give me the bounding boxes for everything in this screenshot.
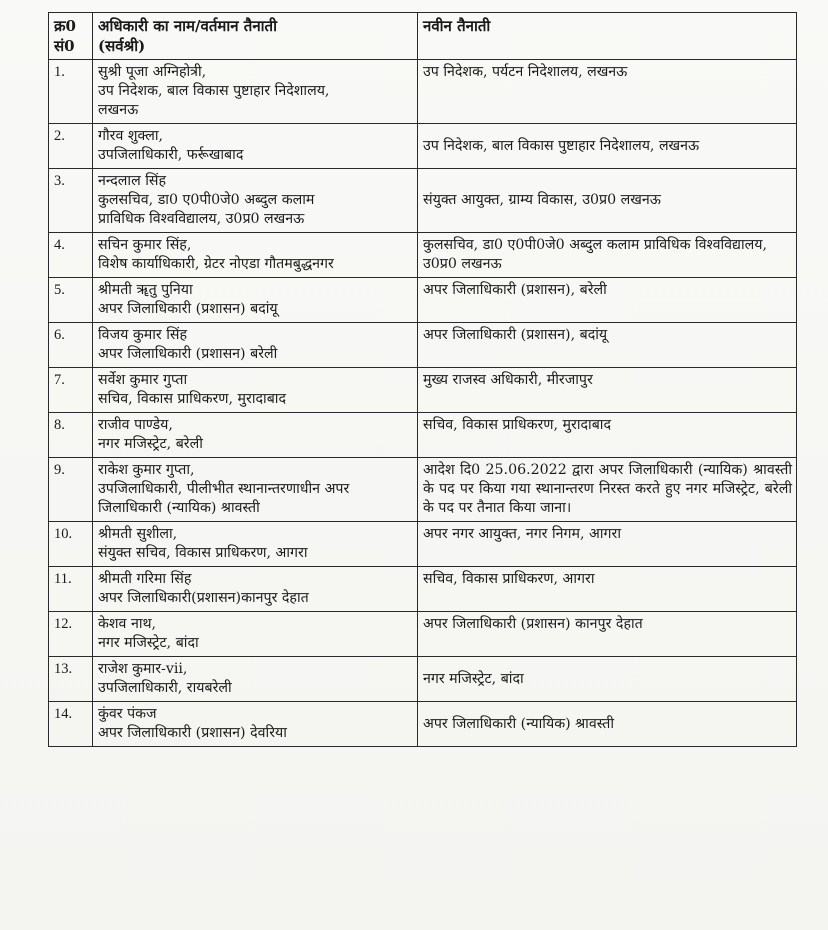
officer-line: कुलसचिव, डा0 ए0पी0जे0 अब्दुल कलाम	[98, 192, 315, 208]
officer-header-line-1: अधिकारी का नाम/वर्तमान तैनाती	[98, 17, 277, 35]
table-row	[49, 60, 797, 124]
new-posting-cell: उप निदेशक, बाल विकास पुष्टाहार निदेशालय, लखनऊ	[418, 124, 797, 169]
table-row	[49, 124, 797, 169]
officer-line: नन्दलाल सिंह	[98, 173, 167, 189]
officer-line: राजीव पाण्डेय,	[98, 417, 173, 433]
new-posting-cell: मुख्य राजस्व अधिकारी, मीरजापुर	[418, 368, 797, 413]
serial-number-cell: 14.	[49, 702, 93, 747]
new-posting-cell: अपर जिलाधिकारी (प्रशासन) कानपुर देहात	[418, 612, 797, 657]
new-posting-header: नवीन तैनाती	[418, 13, 797, 60]
officer-line: सचिव, विकास प्राधिकरण, मुरादाबाद	[98, 391, 287, 407]
officer-cell	[93, 278, 418, 323]
officer-line: अपर जिलाधिकारी (प्रशासन) देवरिया	[98, 725, 287, 741]
table-row	[49, 702, 797, 747]
officer-line: राकेश कुमार गुप्ता,	[98, 462, 195, 478]
serial-number-cell: 9.	[49, 458, 93, 522]
officer-line: संयुक्त सचिव, विकास प्राधिकरण, आगरा	[98, 545, 308, 561]
new-posting-cell: आदेश दि0 25.06.2022 द्वारा अपर जिलाधिकारी (न्यायिक) श्रावस्ती के पद पर किया गया स्थानान्तरण निरस्त करते हुए नगर मजिस्ट्रेट, बरेली के पद पर तैनात किया जाना।	[418, 458, 797, 522]
table-row	[49, 522, 797, 567]
serial-number-cell: 1.	[49, 60, 93, 124]
serial-number-cell: 8.	[49, 413, 93, 458]
officer-line: श्रीमती गरिमा सिंह	[98, 571, 192, 587]
officer-line: राजेश कुमार-vii,	[98, 661, 188, 677]
officer-name-header	[93, 13, 418, 60]
officer-cell	[93, 60, 418, 124]
officer-line: नगर मजिस्ट्रेट, बांदा	[98, 635, 199, 651]
serial-number-cell: 3.	[49, 169, 93, 233]
serial-number-cell: 4.	[49, 233, 93, 278]
serial-number-cell: 2.	[49, 124, 93, 169]
table-row	[49, 323, 797, 368]
new-posting-cell: कुलसचिव, डा0 ए0पी0जे0 अब्दुल कलाम प्राविधिक विश्वविद्यालय, उ0प्र0 लखनऊ	[418, 233, 797, 278]
table-body	[49, 60, 797, 747]
new-posting-cell: अपर जिलाधिकारी (प्रशासन), बदांयू	[418, 323, 797, 368]
serial-number-cell: 11.	[49, 567, 93, 612]
officer-line: उपजिलाधिकारी, फर्रूखाबाद	[98, 147, 244, 163]
officer-line: गौरव शुक्ला,	[98, 128, 164, 144]
new-posting-cell: अपर जिलाधिकारी (प्रशासन), बरेली	[418, 278, 797, 323]
new-posting-cell: सचिव, विकास प्राधिकरण, मुरादाबाद	[418, 413, 797, 458]
serial-number-cell: 12.	[49, 612, 93, 657]
officer-cell	[93, 657, 418, 702]
new-posting-cell: संयुक्त आयुक्त, ग्राम्य विकास, उ0प्र0 लखनऊ	[418, 169, 797, 233]
serial-number-cell: 6.	[49, 323, 93, 368]
table-row	[49, 169, 797, 233]
table-row	[49, 233, 797, 278]
officer-line: उपजिलाधिकारी, रायबरेली	[98, 680, 232, 696]
officer-line: उप निदेशक, बाल विकास पुष्टाहार निदेशालय,	[98, 83, 330, 99]
officer-cell	[93, 567, 418, 612]
officer-cell	[93, 702, 418, 747]
officer-cell	[93, 233, 418, 278]
serial-number-cell: 5.	[49, 278, 93, 323]
serial-header-line-2: सं0	[54, 37, 75, 55]
table-row	[49, 368, 797, 413]
officer-cell	[93, 323, 418, 368]
officer-line: सर्वेश कुमार गुप्ता	[98, 372, 188, 388]
new-posting-cell: अपर नगर आयुक्त, नगर निगम, आगरा	[418, 522, 797, 567]
officer-line: प्राविधिक विश्वविद्यालय, उ0प्र0 लखनऊ	[98, 211, 305, 227]
table-row	[49, 278, 797, 323]
table-row	[49, 657, 797, 702]
officer-line: अपर जिलाधिकारी (प्रशासन) बदांयू	[98, 301, 278, 317]
table-row	[49, 458, 797, 522]
table-row	[49, 567, 797, 612]
officer-cell	[93, 413, 418, 458]
officer-cell	[93, 612, 418, 657]
serial-header-line-1: क्र0	[54, 17, 76, 35]
officer-header-line-2: (सर्वश्री)	[98, 37, 146, 55]
officer-line: श्रीमती ॠतु पुनिया	[98, 282, 193, 298]
officer-line: अपर जिलाधिकारी(प्रशासन)कानपुर देहात	[98, 590, 309, 606]
officer-line: अपर जिलाधिकारी (प्रशासन) बरेली	[98, 346, 278, 362]
officer-cell	[93, 522, 418, 567]
table-row	[49, 612, 797, 657]
new-posting-cell: उप निदेशक, पर्यटन निदेशालय, लखनऊ	[418, 60, 797, 124]
serial-number-cell: 10.	[49, 522, 93, 567]
officer-line: सुश्री पूजा अग्निहोत्री,	[98, 64, 207, 80]
officer-cell	[93, 458, 418, 522]
officer-cell	[93, 169, 418, 233]
new-posting-cell: नगर मजिस्ट्रेट, बांदा	[418, 657, 797, 702]
officer-line: उपजिलाधिकारी, पीलीभीत स्थानान्तरणाधीन अपर	[98, 481, 350, 497]
officer-line: नगर मजिस्ट्रेट, बरेली	[98, 436, 203, 452]
new-posting-cell: सचिव, विकास प्राधिकरण, आगरा	[418, 567, 797, 612]
serial-number-header	[49, 13, 93, 60]
officer-line: जिलाधिकारी (न्यायिक) श्रावस्ती	[98, 500, 260, 516]
officer-line: लखनऊ	[98, 102, 139, 118]
officer-line: केशव नाथ,	[98, 616, 157, 632]
table-row	[49, 413, 797, 458]
serial-number-cell: 7.	[49, 368, 93, 413]
officer-cell	[93, 368, 418, 413]
serial-number-cell: 13.	[49, 657, 93, 702]
table-header-row	[49, 13, 797, 60]
transfer-order-table	[48, 12, 797, 747]
officer-line: श्रीमती सुशीला,	[98, 526, 178, 542]
officer-line: कुंवर पंकज	[98, 706, 157, 722]
officer-line: विशेष कार्याधिकारी, ग्रेटर नोएडा गौतमबुद्धनगर	[98, 256, 334, 272]
officer-line: सचिन कुमार सिंह,	[98, 237, 192, 253]
officer-cell	[93, 124, 418, 169]
new-posting-cell: अपर जिलाधिकारी (न्यायिक) श्रावस्ती	[418, 702, 797, 747]
officer-line: विजय कुमार सिंह	[98, 327, 187, 343]
